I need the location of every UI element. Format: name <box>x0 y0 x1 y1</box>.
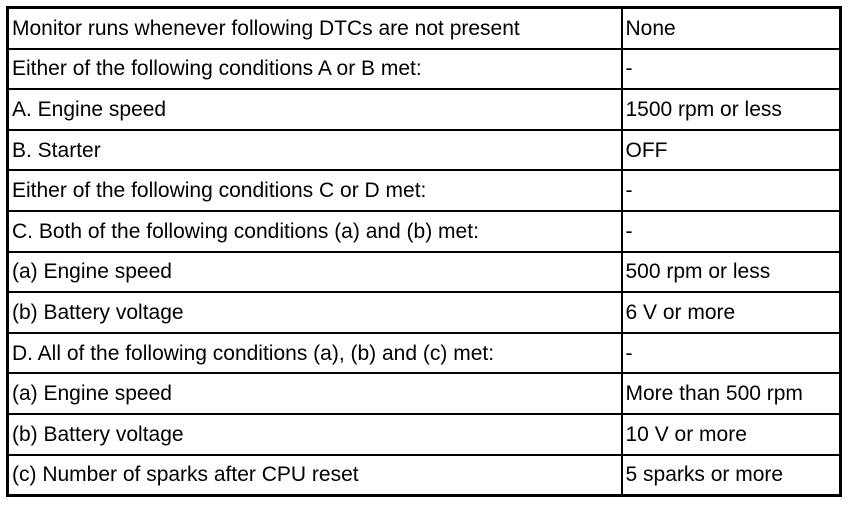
table-row <box>8 89 841 130</box>
value-cell: - <box>622 211 841 252</box>
value-cell: More than 500 rpm <box>622 373 841 414</box>
value-cell: - <box>622 170 841 211</box>
condition-cell: (c) Number of sparks after CPU reset <box>8 455 622 496</box>
table-row <box>8 414 841 455</box>
condition-cell: (b) Battery voltage <box>8 414 622 455</box>
table-row <box>8 170 841 211</box>
value-cell: 6 V or more <box>622 292 841 333</box>
table-row <box>8 49 841 90</box>
value-cell: - <box>622 333 841 374</box>
value-cell: None <box>622 8 841 49</box>
table-row <box>8 455 841 496</box>
value-cell: - <box>622 49 841 90</box>
condition-cell: Monitor runs whenever following DTCs are not present <box>8 8 622 49</box>
table-row <box>8 130 841 171</box>
table-row <box>8 211 841 252</box>
condition-cell: C. Both of the following conditions (a) and (b) met: <box>8 211 622 252</box>
table-row <box>8 8 841 49</box>
monitor-conditions-table <box>6 6 842 497</box>
condition-cell: D. All of the following conditions (a), (b) and (c) met: <box>8 333 622 374</box>
condition-cell: (b) Battery voltage <box>8 292 622 333</box>
condition-cell: A. Engine speed <box>8 89 622 130</box>
condition-cell: Either of the following conditions A or B met: <box>8 49 622 90</box>
value-cell: 500 rpm or less <box>622 252 841 293</box>
condition-cell: (a) Engine speed <box>8 373 622 414</box>
table-row <box>8 373 841 414</box>
table-row <box>8 333 841 374</box>
value-cell: 5 sparks or more <box>622 455 841 496</box>
value-cell: 1500 rpm or less <box>622 89 841 130</box>
condition-cell: B. Starter <box>8 130 622 171</box>
table-row <box>8 292 841 333</box>
condition-cell: (a) Engine speed <box>8 252 622 293</box>
value-cell: OFF <box>622 130 841 171</box>
condition-cell: Either of the following conditions C or D met: <box>8 170 622 211</box>
table-row <box>8 252 841 293</box>
value-cell: 10 V or more <box>622 414 841 455</box>
monitor-conditions-table-container <box>6 6 842 497</box>
